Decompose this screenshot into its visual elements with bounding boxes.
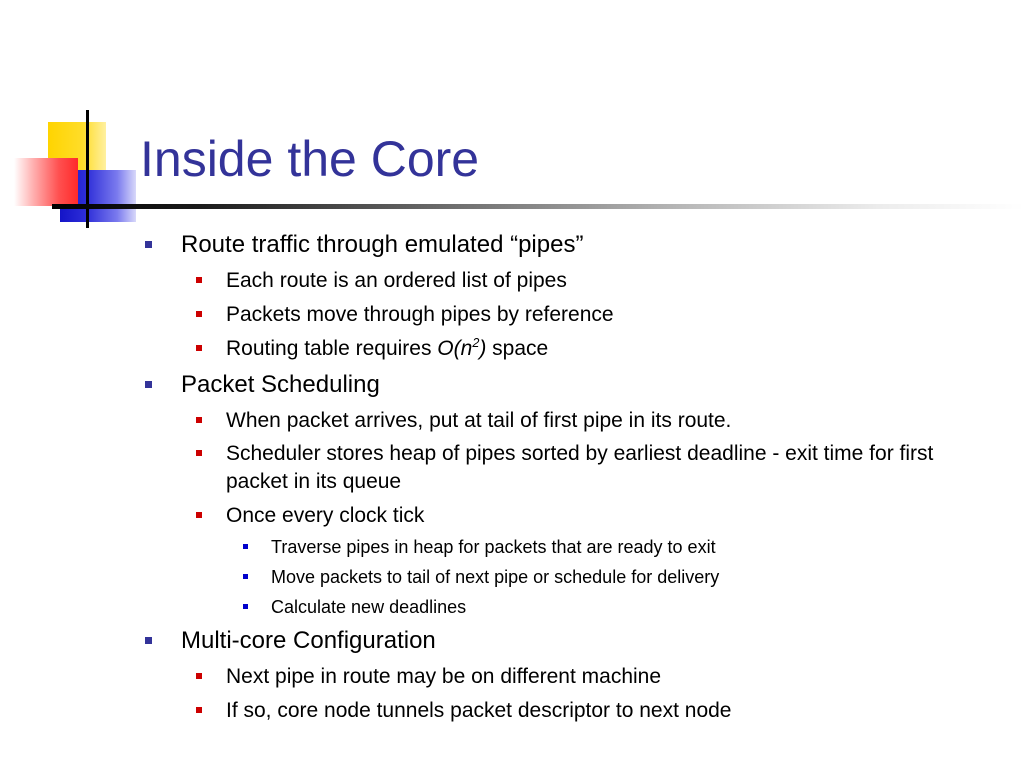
formula-close: ) [479, 337, 487, 360]
bullet-text: Packet Scheduling [181, 371, 380, 398]
square-bullet-icon [196, 345, 202, 351]
bullet-text: Move packets to tail of next pipe or schedule for delivery [271, 567, 720, 587]
square-bullet-icon [196, 707, 202, 713]
bullet-level2 [226, 663, 661, 691]
complexity-formula [437, 337, 486, 360]
square-bullet-icon [196, 311, 202, 317]
bullet-text: Multi-core Configuration [181, 627, 436, 654]
square-bullet-icon [196, 417, 202, 423]
bullet-level3 [271, 535, 716, 559]
slide-title: Inside the Core [140, 131, 480, 187]
bullet-level1 [181, 627, 436, 655]
bullet-level1 [181, 231, 583, 259]
bullet-level1 [181, 371, 380, 399]
square-bullet-icon [145, 637, 152, 644]
bullet-text: Route traffic through emulated “pipes” [181, 231, 584, 258]
bullet-text: Calculate new deadlines [271, 597, 467, 617]
square-bullet-icon [145, 241, 152, 248]
square-bullet-icon [243, 574, 248, 579]
bullet-level2 [226, 502, 424, 530]
bullet-text: Packets move through pipes by reference [226, 303, 614, 326]
square-bullet-icon [196, 277, 202, 283]
bullet-level2 [226, 440, 966, 496]
bullet-level2 [226, 301, 614, 329]
square-bullet-icon [196, 450, 202, 456]
square-bullet-icon [196, 673, 202, 679]
bullet-text: Scheduler stores heap of pipes sorted by earliest deadline - exit time for first packet in its queue [226, 442, 934, 493]
bullet-text: When packet arrives, put at tail of first pipe in its route. [226, 409, 732, 432]
bullet-level2 [226, 697, 731, 725]
square-bullet-icon [145, 381, 152, 388]
bullet-text: Each route is an ordered list of pipes [226, 269, 567, 292]
bullet-level2 [226, 407, 731, 435]
formula-base: O(n [437, 337, 473, 360]
bullet-text-prefix: Routing table requires [226, 337, 438, 360]
bullet-level2 [226, 267, 567, 295]
square-bullet-icon [243, 544, 248, 549]
bullet-text: Once every clock tick [226, 504, 425, 527]
formula-exponent: 2 [472, 336, 480, 350]
bullet-level3 [271, 565, 719, 589]
square-bullet-icon [196, 512, 202, 518]
bullet-text: Next pipe in route may be on different machine [226, 665, 662, 688]
bullet-text: If so, core node tunnels packet descriptor to next node [226, 699, 732, 722]
bullet-text: Traverse pipes in heap for packets that are ready to exit [271, 537, 716, 557]
bullet-level3 [271, 595, 466, 619]
bullet-level2 [226, 335, 548, 363]
square-bullet-icon [243, 604, 248, 609]
bullet-text-suffix: space [486, 337, 549, 360]
